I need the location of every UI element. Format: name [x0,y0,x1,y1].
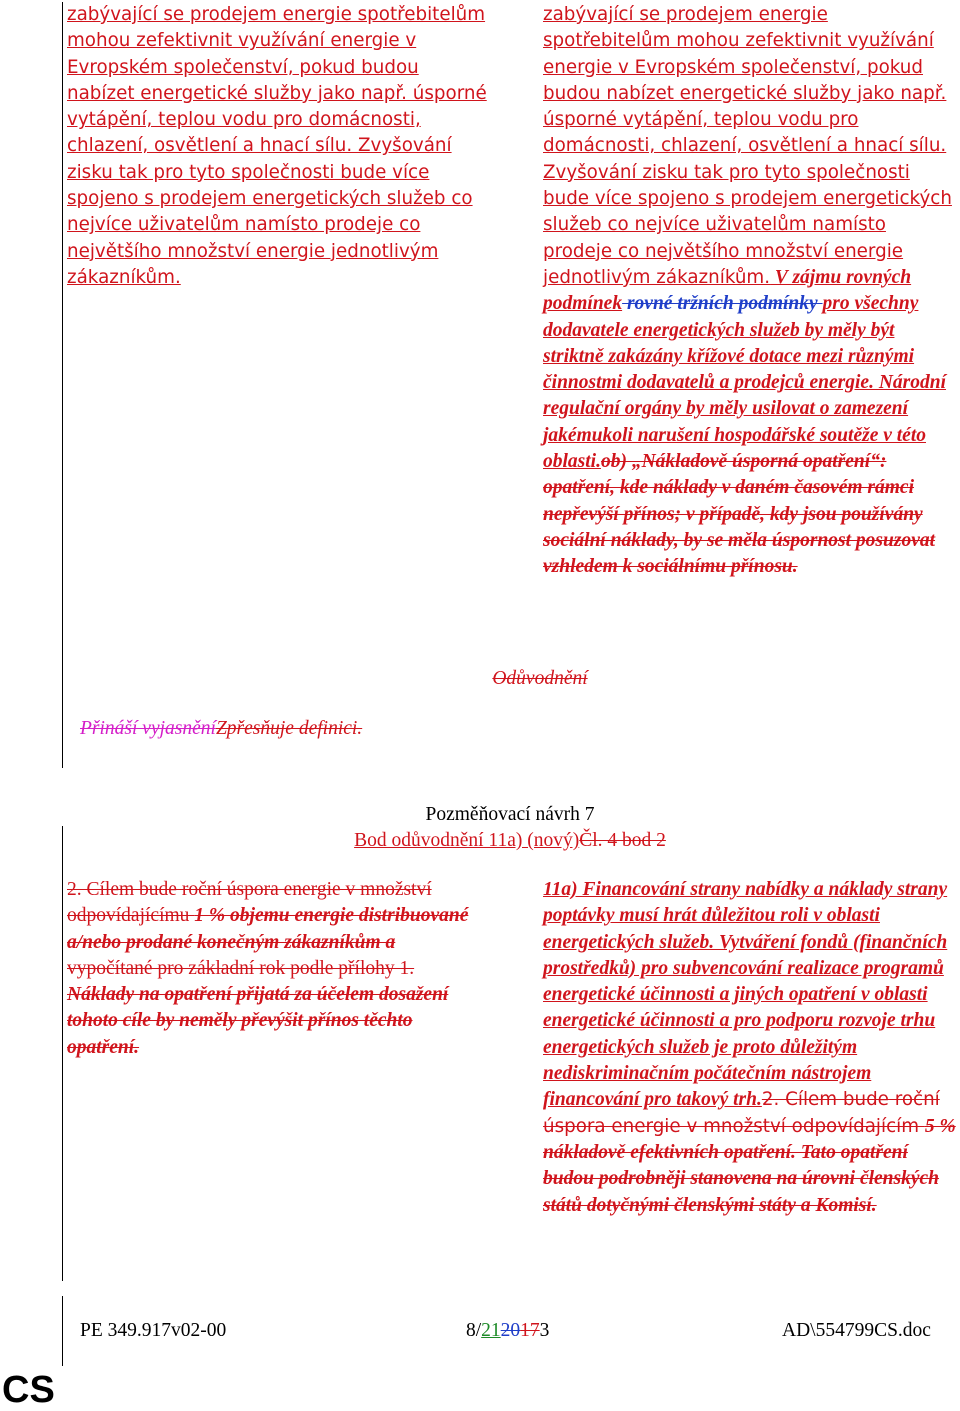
justification-heading: Odůvodnění [492,668,588,689]
bottom-right-deleted-bold: 5 % nákladově efektivních opatření. Tato opatření budou podrobněji stanovena na úrovni členských států dotyčnými členskými státy a Komisí. [543,1115,956,1216]
top-left-recital-text: zabývající se prodejem energie spotřebitelům mohou zefektivnit využívání energie v Evropském společenství, pokud budou nabízet energetické služby jako např. úsporné vytápění, teplou vodu pro domácnosti, chlazení, osvětlení a hnací sílu. Zvyšování zisku tak pro tyto společnosti bude více spojeno s prodejem energetických služeb co nejvíce uživatelům namísto prodeje co největšího množství energie jednotlivým zákazníkům. [67,4,487,288]
left-margin-rule-bottom [62,826,63,1281]
top-right-insertion-2: pro všechny dodavatele energetických služeb by měly být striktně zakázány křížové dotace mezi různými činnostmi dodavatelů a prodejců energie. Národní regulační orgány by měly usilovat o zamezení jakémukoli narušení hospodářské soutěže v této oblasti. [543,293,947,473]
top-right-plain-text: zabývající se prodejem energie spotřebitelům mohou zefektivnit využívání energie v Evropském společenství, pokud budou nabízet energetické služby jako např. úsporné vytápění, teplou vodu pro domácnosti, chlazení, osvětlení a hnací sílu. Zvyšování zisku tak pro tyto společnosti bude více spojeno s prodejem energetických služeb co nejvíce uživatelům namísto prodeje co největšího množství energie jednotlivým zákazníkům. [543,4,952,288]
amendment-reference [0,828,960,854]
bottom-left-original-text: 2. Cílem bude roční úspora energie v množství odpovídajícímu 1 % objemu energie distribuované a/nebo prodané konečným zákazníkům a vypočítané pro základní rok podle přílohy 1. Náklady na opatření přijatá za účelem dosažení tohoto cíle by neměly převýšit přínos těchto opatření. [67,879,469,1058]
justification-inserted: Zpřesňuje definici. [215,718,363,739]
top-right-deletion: ob) „Nákladově úsporná opatření“: opatření, kde náklady v daném časovém rámci nepřevýší přínos; v případě, kdy jsou používány sociální náklady, by se měla úspornost posuzovat vzhledem k sociálnímu přínosu. [543,451,936,578]
bottom-right-deleted-plain: 2. Cílem bude roční úspora energie v množství odpovídajícím [543,1089,940,1137]
justification-deleted: Přináší vyjasnění [80,718,216,739]
top-right-deletion-blue: rovné tržních podmínky [622,293,823,315]
language-code: CS [2,1369,55,1411]
amendment-title: Pozměňovací návrh 7 [425,804,595,825]
amendment-reference-inserted: Bod odůvodnění 11a) (nový) [354,830,580,851]
top-right-insertion-1: V zájmu rovných podmínek [543,266,912,315]
footer-margin-rule [62,1296,63,1366]
justification-text [80,716,680,742]
bottom-right-amended-text [543,877,958,1219]
footer-page-number: 8/2120173 [466,1320,550,1341]
amendment-reference-deleted: Čl. 4 bod 2 [579,830,666,851]
footer-document-reference: PE 349.917v02-00 [80,1320,227,1341]
left-margin-rule-top [62,2,63,768]
bottom-right-insertion: 11a) Financování strany nabídky a náklady strany poptávky musí hrát důležitou roli v oblasti energetických služeb. Vytváření fondů (finančních prostředků) pro subvencování realizace programů energetické účinnosti a jiných opatření v oblasti energetické účinnosti a pro podporu rozvoje trhu energetických služeb je proto důležitým nediskriminačním počátečním nástrojem financování pro takový trh. [543,879,948,1111]
footer-file-name: AD\554799CS.doc [782,1320,931,1341]
top-right-amended-text [543,2,958,581]
